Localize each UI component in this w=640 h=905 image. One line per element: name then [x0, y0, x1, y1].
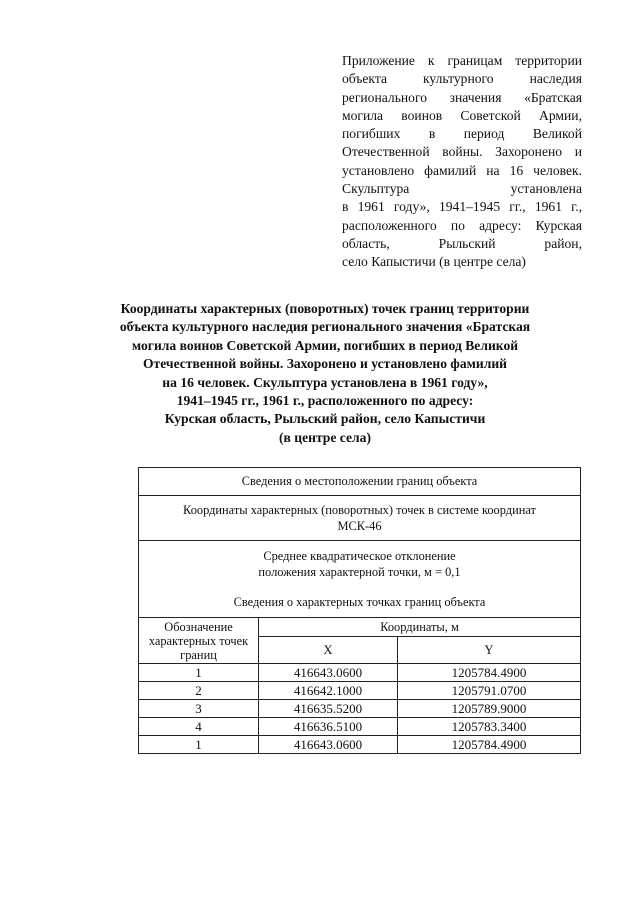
deviation-value: положения характерной точки, м = 0,1: [258, 565, 461, 579]
heading-line: 1941–1945 гг., 1961 г., расположенного по адресу:: [176, 393, 474, 409]
appendix-line: установлено фамилий на 16 человек.: [342, 162, 582, 178]
table-title: Сведения о местоположении границ объекта: [139, 468, 581, 496]
appendix-line: объекта культурного наследия: [342, 71, 582, 87]
point-id: 1: [139, 736, 259, 754]
table-title-row: [139, 468, 581, 496]
heading-line: объекта культурного наследия регионального значения «Братская: [119, 319, 531, 335]
coordinate-system-row: [139, 496, 581, 541]
point-x: 416642.1000: [259, 682, 398, 700]
point-x: 416643.0600: [259, 736, 398, 754]
point-y: 1205783.3400: [398, 718, 581, 736]
heading-line: Координаты характерных (поворотных) точек границ территории: [120, 301, 530, 316]
appendix-line: регионального значения «Братская: [342, 89, 582, 105]
appendix-line: село Капыстичи (в центре села): [342, 254, 526, 270]
coordinate-system-cell: [139, 496, 581, 541]
column-header-y: Y: [398, 637, 581, 664]
point-y: 1205791.0700: [398, 682, 581, 700]
heading-line: могила воинов Советской Армии, погибших в период Великой: [131, 337, 519, 353]
coordinate-system-name: МСК-46: [337, 519, 382, 533]
point-y: 1205784.4900: [398, 664, 581, 682]
appendix-line: область, Рыльский район,: [342, 235, 582, 251]
point-id: 4: [139, 718, 259, 736]
point-id: 3: [139, 700, 259, 718]
appendix-line: Приложение к границам территории: [342, 53, 582, 68]
point-x: 416636.5100: [259, 718, 398, 736]
deviation-row: [139, 541, 581, 618]
appendix-note: [342, 52, 582, 272]
heading-line: (в центре села): [279, 429, 371, 445]
appendix-line: в 1961 году», 1941–1945 гг., 1961 г.,: [342, 199, 582, 215]
appendix-line: расположенного по адресу: Курская: [342, 217, 582, 233]
appendix-line: погибших в период Великой: [342, 126, 582, 142]
table-row: [139, 736, 581, 754]
table-row: [139, 718, 581, 736]
column-header-x: X: [259, 637, 398, 664]
table-row: [139, 682, 581, 700]
column-header-point-label: Обозначение характерных точек границ: [139, 618, 259, 664]
table-row: [139, 700, 581, 718]
point-y: 1205789.9000: [398, 700, 581, 718]
appendix-line: могила воинов Советской Армии,: [342, 107, 582, 123]
column-header-coordinates: Координаты, м: [259, 618, 581, 637]
appendix-line: Отечественной войны. Захоронено и: [342, 144, 582, 160]
deviation-label: Среднее квадратическое отклонение: [263, 549, 456, 563]
point-x: 416643.0600: [259, 664, 398, 682]
heading-line: Курская область, Рыльский район, село Капыстичи: [164, 411, 486, 427]
table-row: [139, 664, 581, 682]
point-x: 416635.5200: [259, 700, 398, 718]
point-id: 2: [139, 682, 259, 700]
coordinate-system-label: Координаты характерных (поворотных) точек в системе координат: [183, 503, 536, 517]
points-info-label: Сведения о характерных точках границ объекта: [233, 595, 486, 609]
column-header-row: [139, 618, 581, 637]
coordinates-table: [138, 467, 581, 754]
heading-line: Отечественной войны. Захоронено и установлено фамилий: [142, 356, 508, 372]
appendix-line: Скульптура установлена: [342, 181, 582, 197]
heading-line: на 16 человек. Скульптура установлена в 1961 году»,: [162, 374, 488, 390]
point-y: 1205784.4900: [398, 736, 581, 754]
deviation-cell: [139, 541, 581, 618]
point-id: 1: [139, 664, 259, 682]
document-heading: [90, 300, 560, 447]
